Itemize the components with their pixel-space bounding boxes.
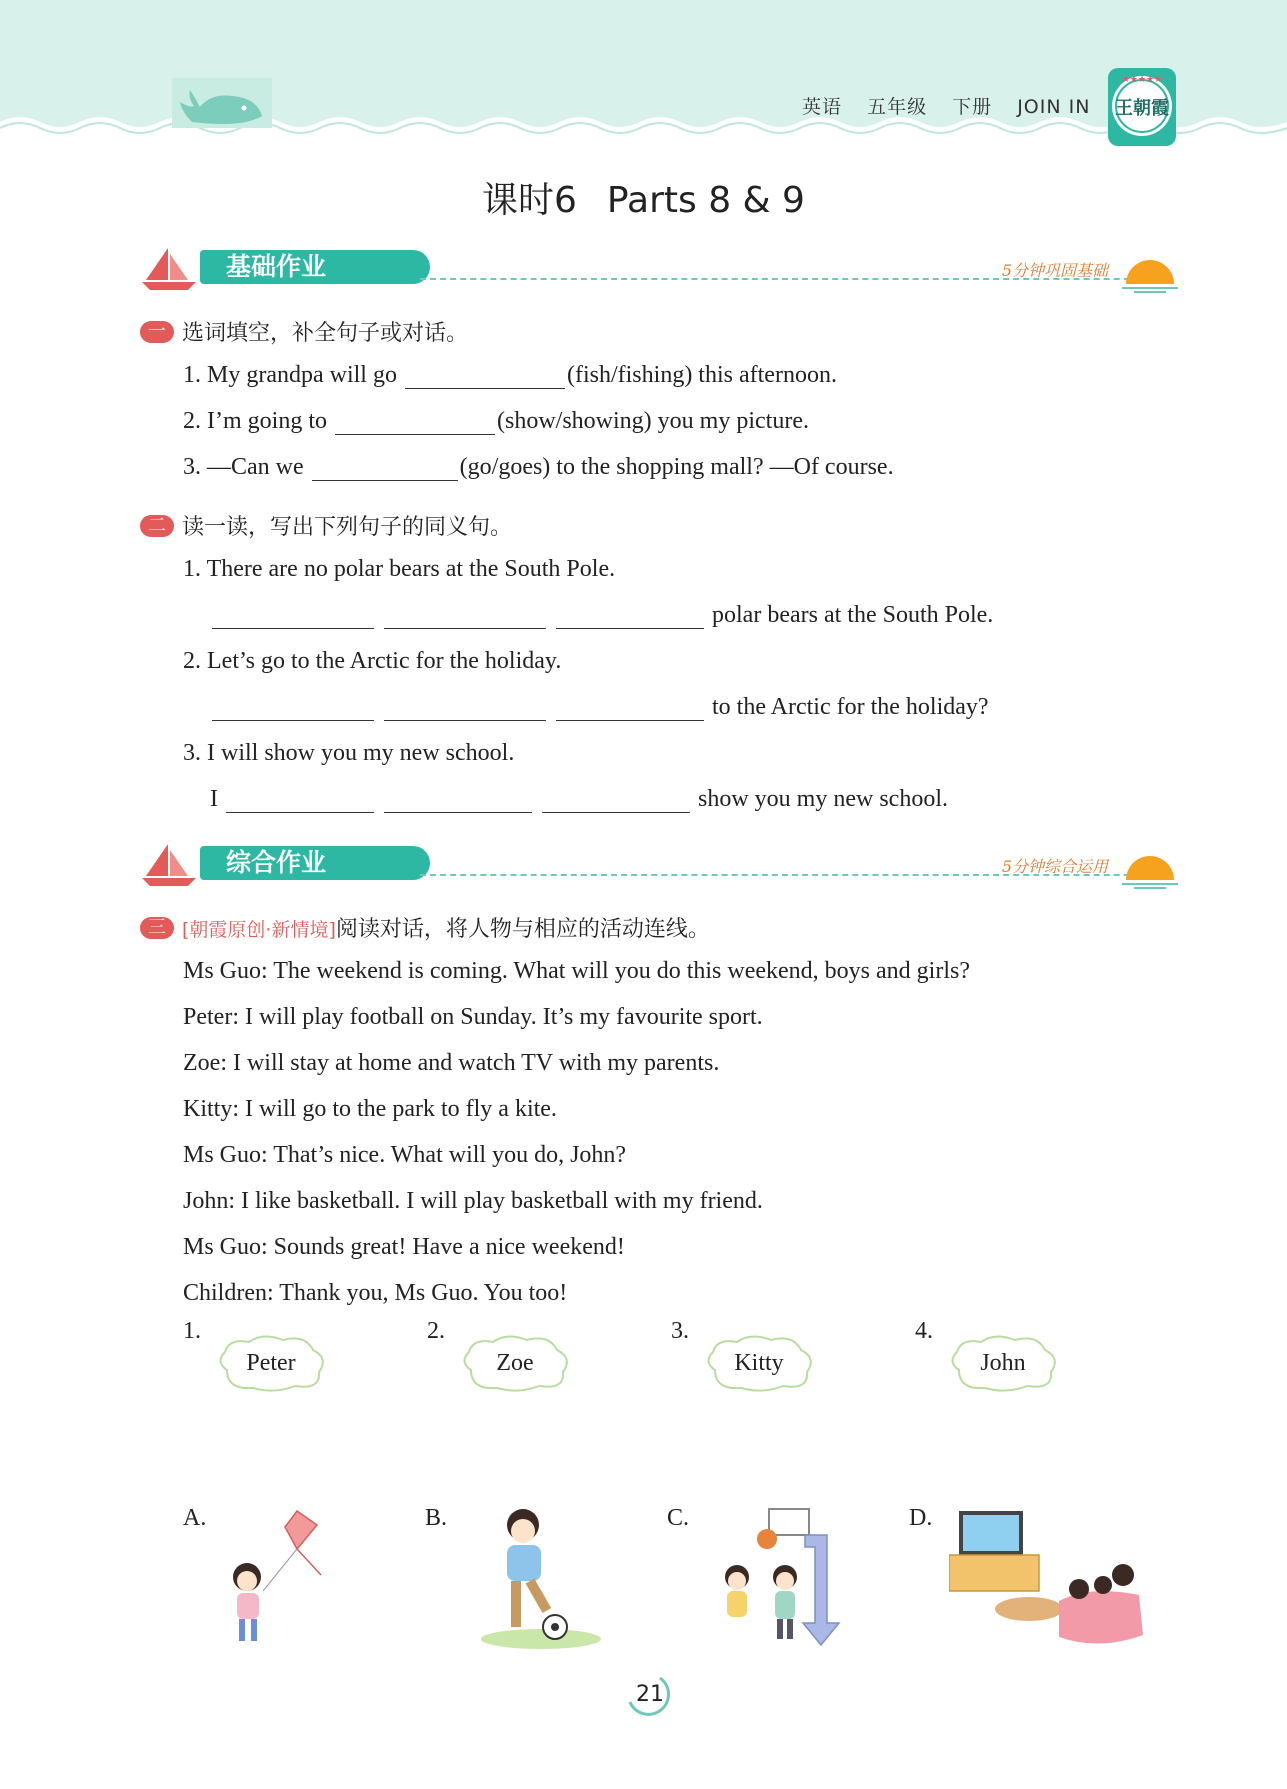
- activity-pictures: [0, 1505, 1287, 1655]
- section-note-comprehensive: 5分钟综合运用: [1001, 857, 1108, 876]
- question-1-instruction: 选词填空，补全句子或对话。: [182, 321, 469, 346]
- brand-logo: [1104, 62, 1180, 148]
- name-label: Zoe: [496, 1350, 534, 1376]
- name-label: John: [980, 1350, 1026, 1376]
- picture-label: A.: [183, 1505, 207, 1531]
- name-option-number: 4.: [915, 1318, 933, 1344]
- q1-item-1: [183, 362, 837, 389]
- q2-item-3-sentence: 3. I will show you my new school.: [183, 740, 515, 766]
- kite-girl-icon: [213, 1505, 373, 1655]
- answer-blank[interactable]: [335, 408, 495, 435]
- section-note-basic: 5分钟巩固基础: [1001, 261, 1108, 280]
- football-boy-icon: [461, 1505, 621, 1655]
- page-number: [620, 1672, 680, 1718]
- book-meta: [802, 92, 1108, 119]
- q2-item-2-answer: [210, 694, 989, 721]
- question-3-tag: [朝霞原创·新情境]: [182, 919, 336, 941]
- dialogue-line: Children: Thank you, Ms Guo. You too!: [183, 1280, 568, 1306]
- name-label: Kitty: [734, 1350, 784, 1376]
- answer-blank[interactable]: [226, 786, 374, 813]
- q1-item-3-options: (go/goes) to the shopping mall? —Of course.: [459, 454, 894, 480]
- series-label: JOIN IN: [1017, 96, 1091, 118]
- grade-label: 五年级: [867, 96, 928, 118]
- q2-item-1-answer: [210, 602, 993, 629]
- q2-item-3-tail: show you my new school.: [698, 786, 948, 812]
- question-3-instruction: 阅读对话，将人物与相应的活动连线。: [335, 917, 710, 942]
- section-banner-comprehensive: [140, 840, 1180, 888]
- q2-item-2-tail: to the Arctic for the holiday?: [712, 694, 989, 720]
- sailboat-icon: [140, 840, 200, 888]
- whale-icon: [172, 72, 282, 132]
- question-2-instruction: 读一读，写出下列句子的同义句。: [182, 515, 513, 540]
- logo-text: 王朝霞: [1115, 98, 1169, 119]
- q1-item-3-text: 3. —Can we: [183, 454, 304, 480]
- question-2-heading: [140, 510, 512, 540]
- page-header: [0, 0, 1287, 150]
- answer-blank[interactable]: [312, 454, 458, 481]
- cloud-bubble: [945, 1332, 1061, 1394]
- answer-blank[interactable]: [556, 694, 704, 721]
- picture-label: B.: [425, 1505, 448, 1531]
- family-tv-icon: [949, 1505, 1149, 1655]
- section-title-comprehensive: 综合作业: [200, 846, 430, 880]
- q2-item-3-answer: [210, 786, 948, 813]
- q1-item-2-options: (show/showing) you my picture.: [497, 408, 809, 434]
- lesson-number: 课时6: [482, 180, 577, 221]
- sunset-icon: [1118, 250, 1180, 294]
- basketball-kids-icon: [707, 1505, 867, 1655]
- q1-item-1-text: 1. My grandpa will go: [183, 362, 397, 388]
- q2-item-1-sentence: 1. There are no polar bears at the South Pole.: [183, 556, 616, 582]
- sunset-icon: [1118, 846, 1180, 890]
- section-title-basic: 基础作业: [200, 250, 430, 284]
- volume-label: 下册: [952, 96, 993, 118]
- q2-item-1-tail: polar bears at the South Pole.: [712, 602, 994, 628]
- name-option-number: 2.: [427, 1318, 445, 1344]
- dialogue-line: Ms Guo: That’s nice. What will you do, John?: [183, 1142, 627, 1168]
- name-option-number: 1.: [183, 1318, 201, 1344]
- q1-item-2: [183, 408, 809, 435]
- answer-blank[interactable]: [212, 602, 374, 629]
- picture-label: C.: [667, 1505, 690, 1531]
- question-3-number: 三: [140, 917, 174, 939]
- dialogue-line: Ms Guo: The weekend is coming. What will you do this weekend, boys and girls?: [183, 958, 970, 984]
- sailboat-icon: [140, 244, 200, 292]
- svg-text:★★★★★: ★★★★★: [1121, 75, 1163, 85]
- cloud-bubble: [213, 1332, 329, 1394]
- name-option-number: 3.: [671, 1318, 689, 1344]
- answer-blank[interactable]: [556, 602, 704, 629]
- picture-label: D.: [909, 1505, 933, 1531]
- page-number-text: 21: [636, 1682, 664, 1707]
- page-title: [0, 172, 1287, 223]
- q1-item-3: [183, 454, 894, 481]
- dialogue-line: Kitty: I will go to the park to fly a kite.: [183, 1096, 557, 1122]
- name-options: [0, 1318, 1287, 1408]
- q1-item-1-options: (fish/fishing) this afternoon.: [566, 362, 837, 388]
- name-label: Peter: [246, 1350, 296, 1376]
- cloud-bubble: [701, 1332, 817, 1394]
- answer-blank[interactable]: [384, 602, 546, 629]
- cloud-bubble: [457, 1332, 573, 1394]
- question-2-number: 二: [140, 515, 174, 537]
- answer-blank[interactable]: [405, 362, 565, 389]
- question-1-heading: [140, 316, 468, 346]
- lesson-parts: Parts 8 & 9: [606, 180, 805, 221]
- q2-item-2-sentence: 2. Let’s go to the Arctic for the holiday.: [183, 648, 562, 674]
- question-1-number: 一: [140, 321, 174, 343]
- answer-blank[interactable]: [384, 694, 546, 721]
- dialogue-line: John: I like basketball. I will play basketball with my friend.: [183, 1188, 763, 1214]
- q2-item-3-prefix: I: [210, 786, 218, 812]
- dialogue-line: Ms Guo: Sounds great! Have a nice weekend!: [183, 1234, 625, 1260]
- question-3-heading: [140, 912, 710, 942]
- subject-label: 英语: [802, 96, 843, 118]
- q1-item-2-text: 2. I’m going to: [183, 408, 327, 434]
- answer-blank[interactable]: [212, 694, 374, 721]
- section-banner-basic: [140, 244, 1180, 292]
- dialogue-line: Peter: I will play football on Sunday. It’s my favourite sport.: [183, 1004, 763, 1030]
- answer-blank[interactable]: [542, 786, 690, 813]
- answer-blank[interactable]: [384, 786, 532, 813]
- dialogue-line: Zoe: I will stay at home and watch TV with my parents.: [183, 1050, 720, 1076]
